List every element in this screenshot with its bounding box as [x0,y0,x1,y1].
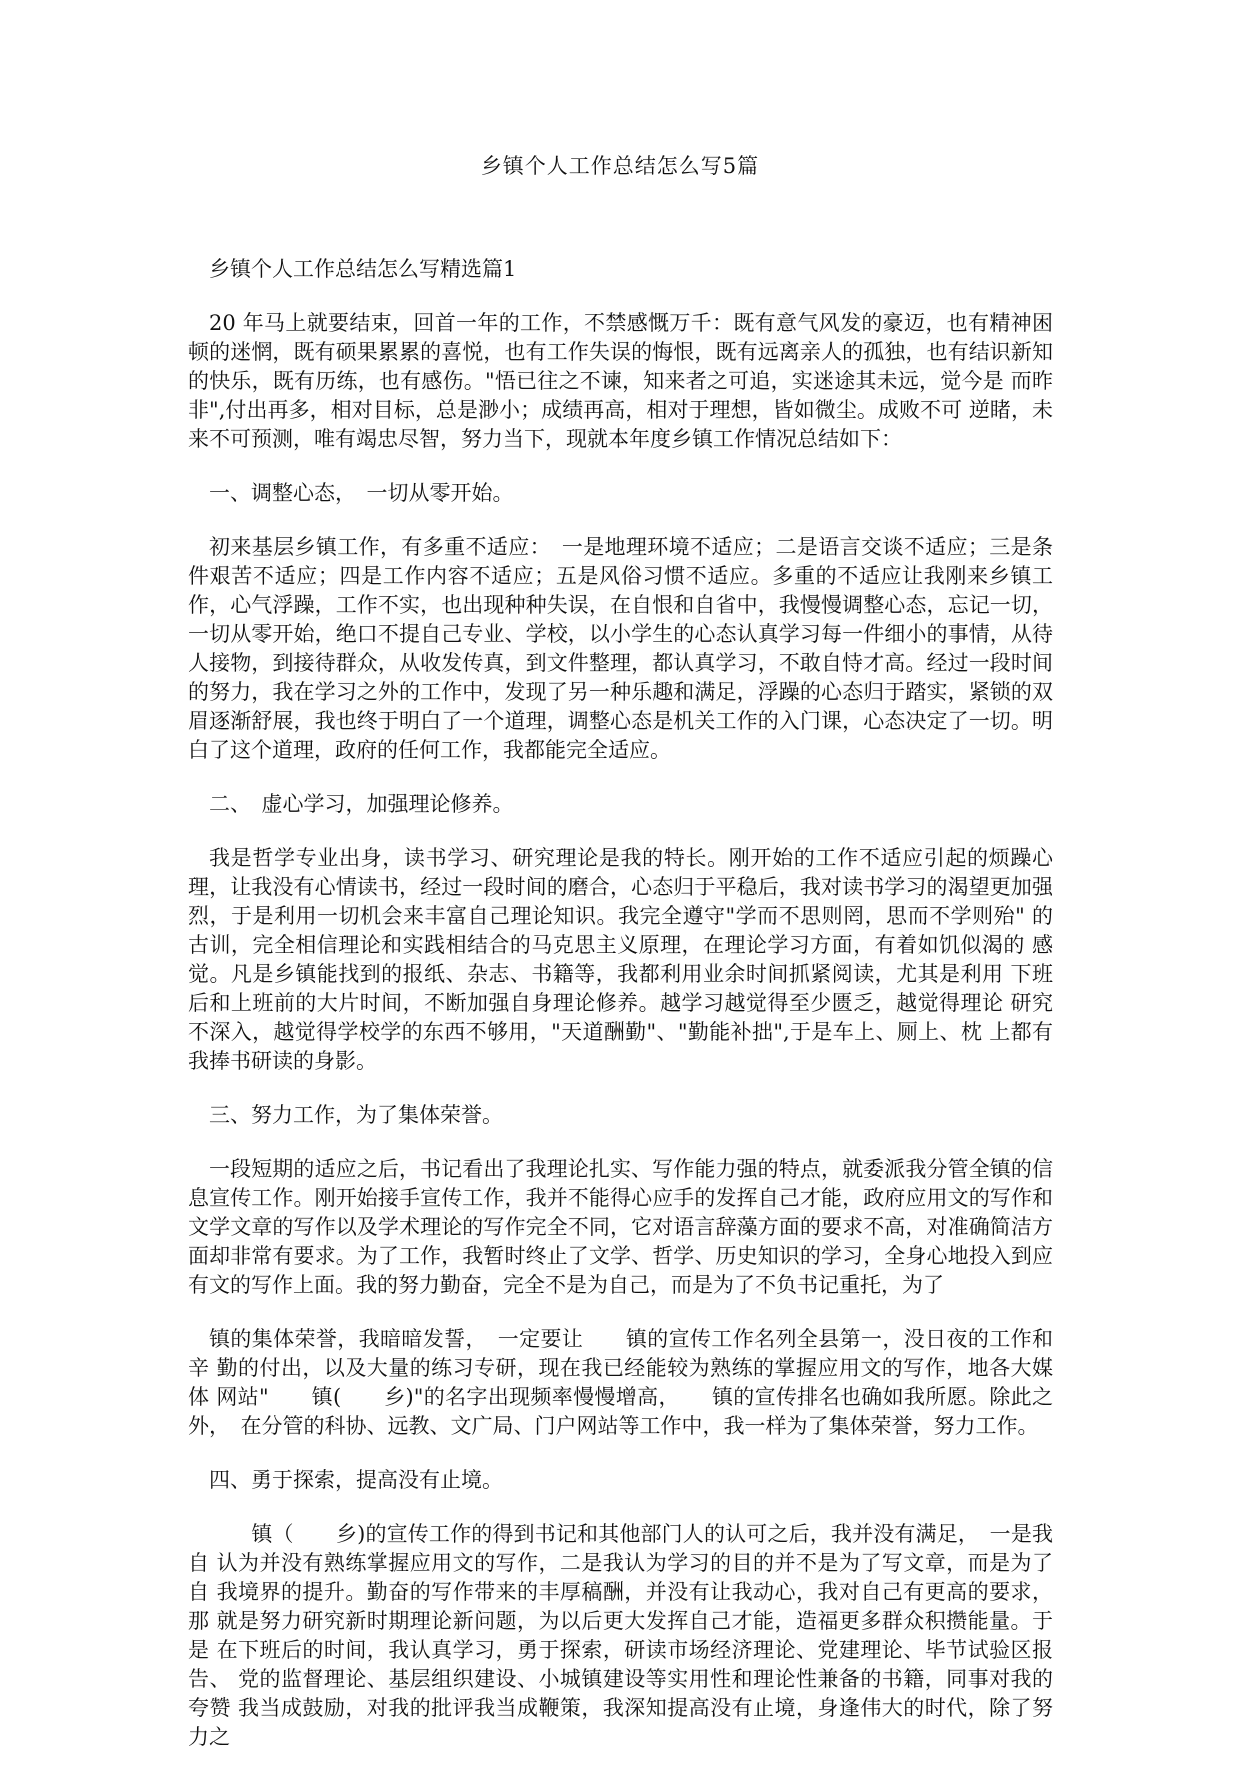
paragraph-adjust-mindset: 初来基层乡镇工作，有多重不适应： 一是地理环境不适应；二是语言交谈不适应；三是条件艰苦不适应；四是工作内容不适应；五是风俗习惯不适应。多重的不适应让我刚来乡镇工作，心气浮躁，工作不实，也出现种种失误，在自恨和自省中，我慢慢调整心态，忘记一切，一切从零开始，绝口不提自己专业、学校，以小学生的心态认真学习每一件细小的事情，从待人接物，到接待群众，从收发传真，到文件整理，都认真学习，不敢自恃才高。经过一段时间的努力，我在学习之外的工作中，发现了另一种乐趣和满足，浮躁的心态归于踏实，紧锁的双眉逐渐舒展，我也终于明白了一个道理，调整心态是机关工作的入门课，心态决定了一切。明白了这个道理，政府的任何工作，我都能完全适应。 [188,535,1053,762]
paragraph-explore: 镇（ 乡)的宣传工作的得到书记和其他部门人的认可之后，我并没有满足， 一是我自 认为并没有熟练掌握应用文的写作，二是我认为学习的目的并不是为了写文章，而是为了自 我境界的提升。勤奋的写作带来的丰厚稿酬，并没有让我动心，我对自己有更高的要求，那 就是努力研究新时期理论新问题，为以后更大发挥自己才能，造福更多群众积攒能量。于是 在下班后的时间，我认真学习，勇于探索，研读市场经济理论、党建理论、毕节试验区报告、 党的监督理论、基层组织建设、小城镇建设等实用性和理论性兼备的书籍，同事对我的夸赞 我当成鼓励，对我的批评我当成鞭策，我深知提高没有止境，身逢伟大的时代，除了努力之 [188,1522,1053,1749]
paragraph-work-hard-part2: 镇的集体荣誉，我暗暗发誓， 一定要让 镇的宣传工作名列全县第一，没日夜的工作和辛 勤的付出，以及大量的练习专研，现在我已经能较为熟练的掌握应用文的写作，地各大媒体 网站" 镇( 乡)"的名字出现频率慢慢增高， 镇的宣传排名也确如我所愿。除此之外， 在分管的科协、远教、文广局、门户网站等工作中，我一样为了集体荣誉，努力工作。 [188,1327,1053,1438]
section-title: 乡镇个人工作总结怎么写精选篇1 [209,257,517,281]
document-body [188,255,1053,1777]
document-title: 乡镇个人工作总结怎么写5篇 [480,154,760,178]
heading-4: 四、勇于探索，提高没有止境。 [209,1468,503,1492]
paragraph-work-hard-part1: 一段短期的适应之后，书记看出了我理论扎实、写作能力强的特点，就委派我分管全镇的信息宣传工作。刚开始接手宣传工作，我并不能得心应手的发挥自己才能，政府应用文的写作和文学文章的写作以及学术理论的写作完全不同，它对语言辞藻方面的要求不高，对准确简洁方面却非常有要求。为了工作，我暂时终止了文学、哲学、历史知识的学习，全身心地投入到应有文的写作上面。我的努力勤奋，完全不是为自己，而是为了不负书记重托，为了 [188,1157,1053,1297]
paragraph-intro: 20 年马上就要结束，回首一年的工作，不禁感慨万千：既有意气风发的豪迈，也有精神困顿的迷惘，既有硕果累累的喜悦，也有工作失误的悔恨，既有远离亲人的孤独，也有结识新知的快乐，既有历练，也有感伤。"悟已往之不谏，知来者之可追，实迷途其未远，觉今是 而昨非",付出再多，相对目标，总是渺小；成绩再高，相对于理想，皆如微尘。成败不可 逆睹，未来不可预测，唯有竭忠尽智，努力当下，现就本年度乡镇工作情况总结如下： [188,311,1053,451]
paragraph-study-theory: 我是哲学专业出身，读书学习、研究理论是我的特长。刚开始的工作不适应引起的烦躁心理，让我没有心情读书，经过一段时间的磨合，心态归于平稳后，我对读书学习的渴望更加强烈，于是利用一切机会来丰富自己理论知识。我完全遵守"学而不思则罔，思而不学则殆" 的古训，完全相信理论和实践相结合的马克思主义原理，在理论学习方面，有着如饥似渴的 感觉。凡是乡镇能找到的报纸、杂志、书籍等，我都利用业余时间抓紧阅读，尤其是利用 下班后和上班前的大片时间，不断加强自身理论修养。越学习越觉得至少匮乏，越觉得理论 研究不深入，越觉得学校学的东西不够用，"天道酬勤"、"勤能补拙",于是车上、厕上、枕 上都有我捧书研读的身影。 [188,846,1053,1073]
heading-1: 一、调整心态， 一切从零开始。 [209,481,514,505]
heading-3: 三、努力工作，为了集体荣誉。 [209,1103,503,1127]
heading-2: 二、 虚心学习，加强理论修养。 [209,792,514,816]
